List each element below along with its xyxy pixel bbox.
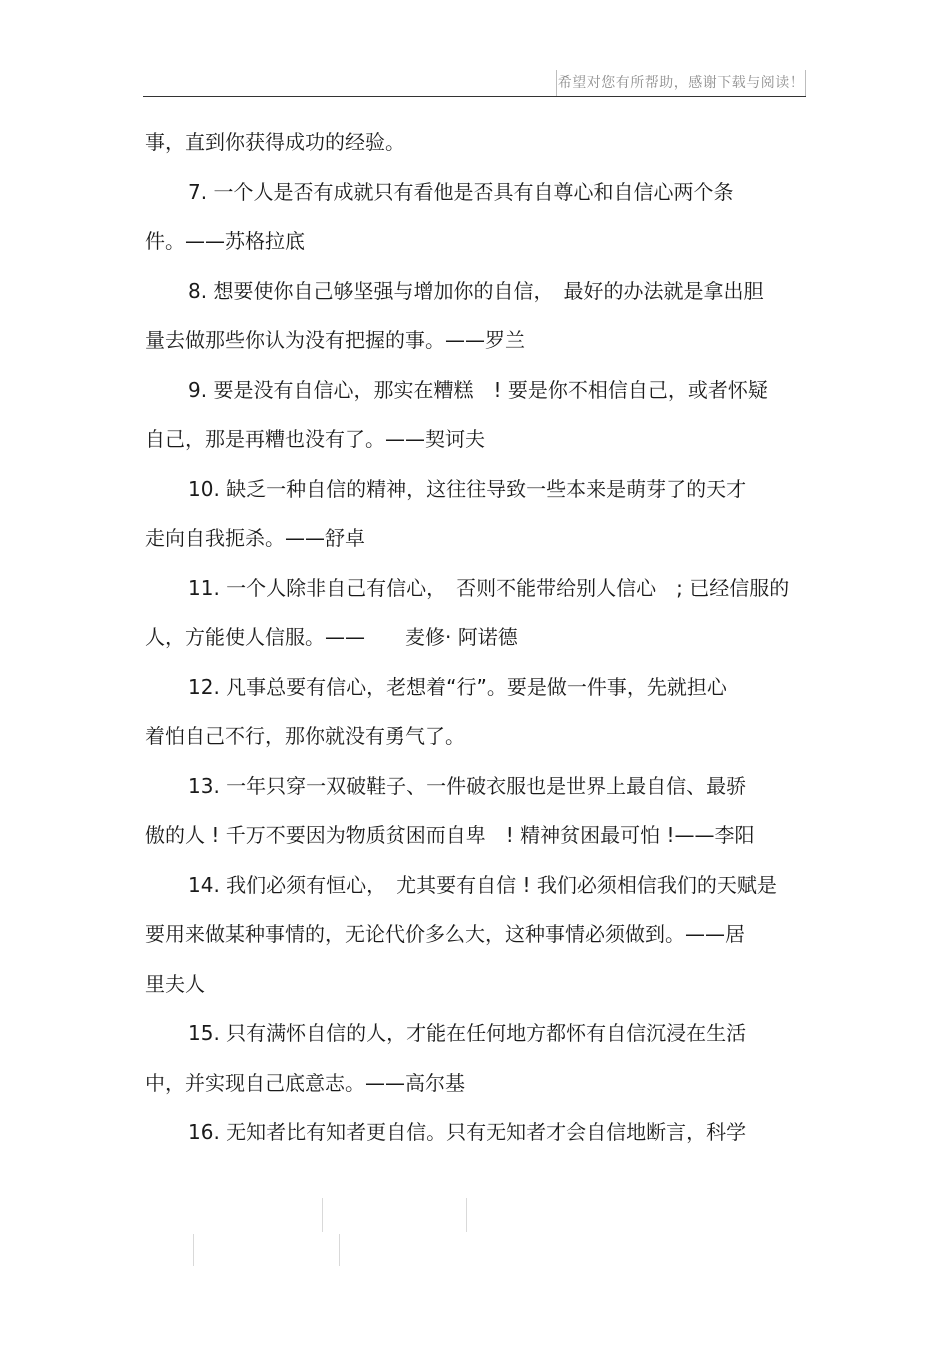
text-line: 中，并实现自己底意志。——高尔基 — [145, 1070, 465, 1095]
text-line: 11. 一个人除非自己有信心， 否则不能带给别人信心 ; 已经信服的 — [188, 575, 790, 600]
text-line: 傲的人 ! 千万不要因为物质贫困而自卑 ! 精神贫困最可怕 !——李阳 — [145, 823, 755, 847]
header-banner: 希望对您有所帮助，感谢下载与阅读！ — [556, 70, 806, 96]
text-line: 自己，那是再糟也没有了。——契诃夫 — [145, 427, 485, 451]
text-line: 10. 缺乏一种自信的精神，这往往导致一些本来是萌芽了的天才 — [188, 476, 747, 501]
footer-mark — [322, 1198, 323, 1232]
text-line: 14. 我们必须有恒心， 尤其要有自信 ! 我们必须相信我们的天赋是 — [188, 872, 777, 897]
text-line: 里夫人 — [145, 971, 205, 996]
text-line: 12. 凡事总要有信心，老想着“行”。要是做一件事，先就担心 — [188, 674, 727, 699]
text-line: 16. 无知者比有知者更自信。只有无知者才会自信地断言，科学 — [188, 1120, 747, 1144]
text-line: 9. 要是没有自信心，那实在糟糕 ! 要是你不相信自己，或者怀疑 — [188, 377, 768, 402]
text-line: 7. 一个人是否有成就只有看他是否具有自尊心和自信心两个条 — [188, 179, 734, 204]
text-line: 走向自我扼杀。——舒卓 — [145, 526, 365, 550]
document-body — [145, 118, 810, 1158]
text-line: 人，方能使人信服。—— 麦修· 阿诺德 — [145, 625, 518, 649]
footer-mark — [466, 1198, 467, 1232]
footer-mark — [339, 1234, 340, 1266]
text-line: 量去做那些你认为没有把握的事。——罗兰 — [145, 328, 525, 352]
text-line: 件。——苏格拉底 — [145, 229, 305, 253]
text-line: 着怕自己不行，那你就没有勇气了。 — [145, 724, 465, 748]
text-line: 15. 只有满怀自信的人，才能在任何地方都怀有自信沉浸在生活 — [188, 1021, 747, 1045]
footer-mark — [193, 1234, 194, 1266]
text-line: 8. 想要使你自己够坚强与增加你的自信， 最好的办法就是拿出胆 — [188, 278, 764, 303]
header-rule — [143, 96, 806, 97]
text-line: 要用来做某种事情的，无论代价多么大，这种事情必须做到。——居 — [145, 922, 745, 946]
text-line: 事，直到你获得成功的经验。 — [145, 130, 405, 154]
text-line: 13. 一年只穿一双破鞋子、一件破衣服也是世界上最自信、最骄 — [188, 773, 747, 798]
